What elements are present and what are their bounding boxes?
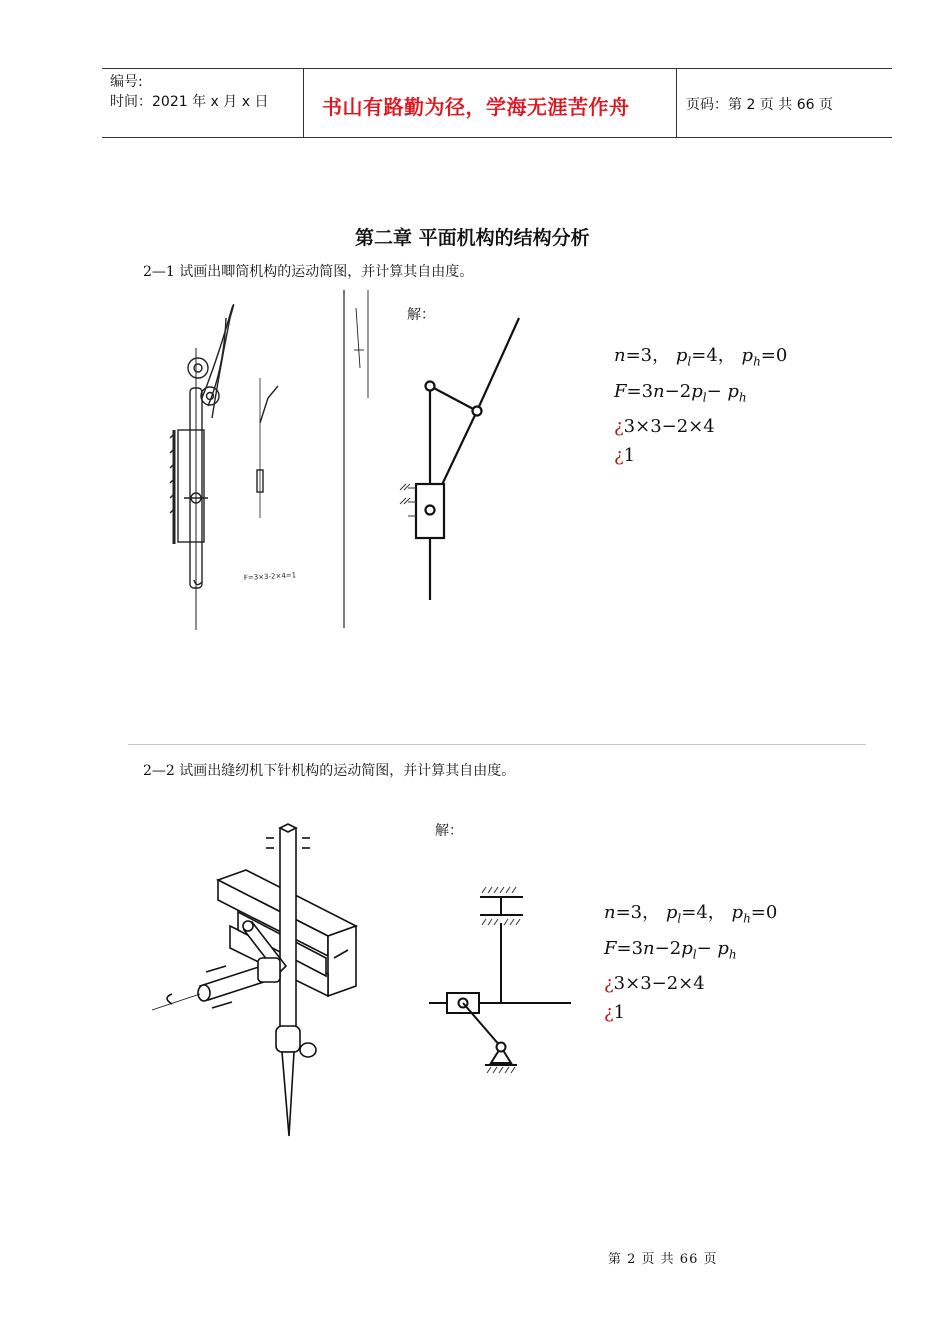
eq-line-1: n=3， $p_l=4$， $p_h=0$	[604, 902, 778, 926]
sewing-kinematic-diagram	[425, 885, 575, 1075]
code-label: 编号:	[110, 74, 143, 90]
eq-line-4: ¿1	[604, 1002, 626, 1024]
problem2-equations	[604, 898, 777, 1027]
eq-line-3: ¿3×3−2×4	[614, 416, 715, 438]
problem2-answer-label: 解：	[435, 823, 463, 839]
eq-line-2: $F=3n-2p_l- p_h$	[614, 380, 747, 405]
header-divider	[303, 69, 304, 137]
date-line: 时间：2021 年 x 月 x 日	[110, 94, 269, 110]
problem1-question: 2—1 试画出唧筒机构的运动简图，并计算其自由度。	[143, 264, 474, 280]
problem1-answer-label: 解：	[407, 307, 435, 323]
chapter-title: 第二章 平面机构的结构分析	[355, 227, 590, 249]
motto: 书山有路勤为径，学海无涯苦作舟	[322, 95, 630, 119]
eq-line-4: ¿1	[614, 445, 636, 467]
sketch-caption: F=3×3-2×4=1	[243, 571, 297, 582]
eq-line-3: ¿3×3−2×4	[604, 973, 705, 995]
eq-line-2: $F=3n-2p_l- p_h$	[604, 937, 737, 962]
page-info: 页码：第 2 页 共 66 页	[686, 97, 833, 113]
page-footer: 第 2 页 共 66 页	[608, 1252, 718, 1267]
problem1-equations	[614, 341, 787, 470]
pump-mechanism-sketch	[160, 288, 370, 630]
header-divider	[676, 69, 677, 137]
section-separator	[128, 744, 866, 745]
eq-line-1: n=3， $p_l=4$， $p_h=0$	[614, 345, 788, 369]
problem2-question: 2—2 试画出缝纫机下针机构的运动简图，并计算其自由度。	[143, 763, 516, 779]
pump-kinematic-diagram	[390, 310, 530, 602]
sewing-mechanism-sketch	[148, 808, 368, 1140]
